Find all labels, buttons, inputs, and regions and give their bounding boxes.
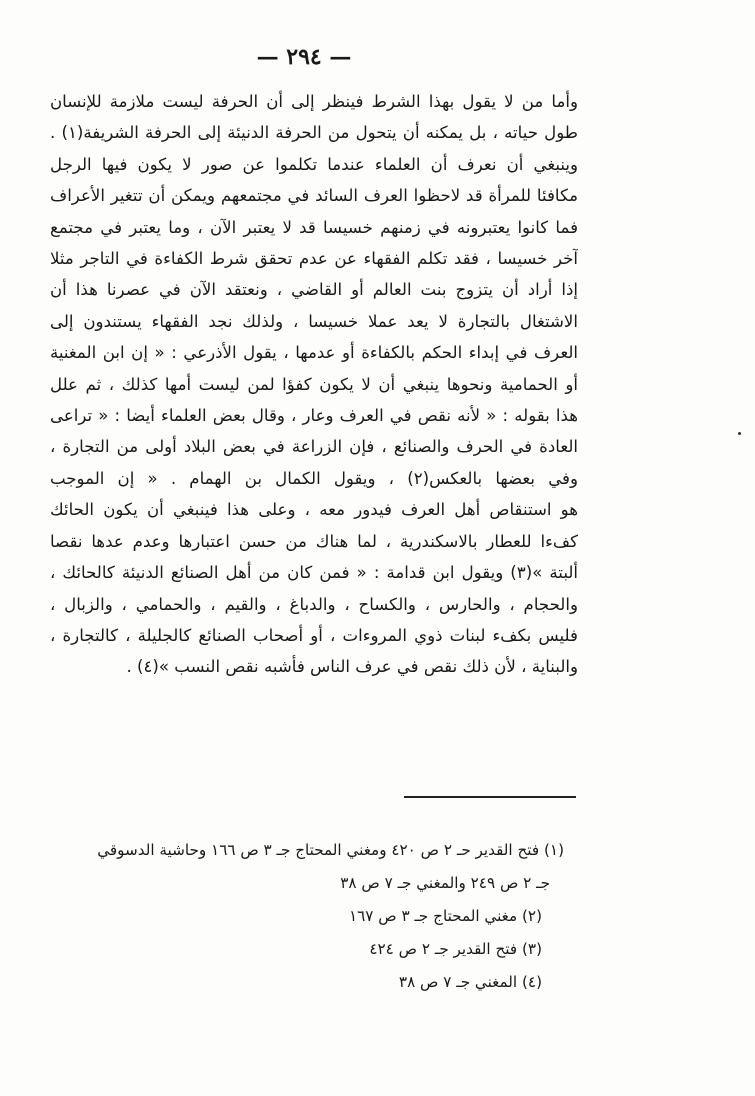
body-line: فليس بكفء لبنات ذوي المروءات ، أو أصحاب الصنائع كالجليلة ، كالتجارة ، — [50, 625, 578, 645]
body-line: وينبغي أن نعرف أن العلماء عندما تكلموا عن صور لا يكون فيها الرجل — [50, 154, 578, 174]
body-text — [50, 86, 578, 683]
body-line: مكافئا للمرأة قد لاحظوا العرف السائد في مجتمعهم ويمكن أن تتغير الأعراف — [50, 186, 578, 206]
body-line: الاشتغال بالتجارة لا يعد عملا خسيسا ، ولذلك نجد الفقهاء يستندون إلى — [50, 311, 578, 331]
page-number: — ٢٩٤ — — [256, 44, 352, 70]
footnote-3: (٣) فتح القدير جـ ٢ ص ٤٢٤ — [369, 940, 542, 958]
footnote-4: (٤) المغني جـ ٧ ص ٣٨ — [398, 973, 542, 991]
body-line: ألبتة »(٣) ويقول ابن قدامة : « فمن كان من أهل الصنائع الدنيئة كالحائك ، — [50, 563, 578, 583]
body-line: كفءا للعطار بالاسكندرية ، لما هناك من حسن اعتبارها وعدم عدها نقصا — [50, 531, 578, 551]
body-line: والبناية ، لأن ذلك نقص في عرف الناس فأشبه نقص النسب »(٤) . — [126, 657, 578, 677]
margin-mark — [738, 432, 741, 435]
footnotes — [40, 834, 564, 999]
body-line: والحجام ، والحارس ، والكساح ، والدباغ ، والقيم ، والحمامي ، والزبال ، — [50, 594, 578, 614]
body-line: آخر خسيسا ، فقد تكلم الفقهاء عن عدم تحقق شرط الكفاءة في التاجر مثلا — [50, 249, 578, 269]
footnote-2: (٢) مغني المحتاج جـ ٣ ص ١٦٧ — [348, 907, 542, 925]
body-line: العادة في الحرف والصنائع ، فإن الزراعة في بعض البلاد أولى من التجارة ، — [50, 437, 578, 457]
footnote-1: (١) فتح القدير حـ ٢ ص ٤٢٠ ومغني المحتاج جـ ٣ ص ١٦٦ وحاشية الدسوقي — [97, 841, 564, 859]
body-line: فما كانوا يعتبرونه في زمنهم خسيسا قد لا يعتبر الآن ، وما يعتبر في مجتمع — [50, 217, 578, 237]
body-line: وأما من لا يقول بهذا الشرط فينظر إلى أن الحرفة ليست ملازمة للإنسان — [50, 92, 578, 111]
body-line: إذا أراد أن يتزوج بنت العالم أو القاضي ، ونعتقد الآن في عصرنا هذا أن — [50, 280, 578, 300]
body-line: وفي بعضها بالعكس(٢) ، ويقول الكمال بن الهمام . « إن الموجب — [50, 468, 578, 488]
body-line: هو استنقاص أهل العرف فيدور معه ، وعلى هذا فينبغي أن يكون الحائك — [50, 500, 578, 520]
body-line: العرف في إبداء الحكم بالكفاءة أو عدمها ، يقول الأذرعي : « إن ابن المغنية — [50, 343, 578, 363]
footnote-separator — [404, 796, 576, 798]
body-line: أو الحمامية ونحوها ينبغي أن لا يكون كفؤا لمن ليست أمها كذلك ، ثم علل — [50, 374, 578, 394]
footnote-1-continued: جـ ٢ ص ٢٤٩ والمغني جـ ٧ ص ٣٨ — [340, 874, 550, 892]
body-line: هذا بقوله : « لأنه نقص في العرف وعار ، وقال بعض العلماء أيضا : « تراعى — [50, 406, 578, 426]
body-line: طول حياته ، بل يمكنه أن يتحول من الحرفة الدنيئة إلى الحرفة الشريفة(١) . — [50, 123, 578, 143]
